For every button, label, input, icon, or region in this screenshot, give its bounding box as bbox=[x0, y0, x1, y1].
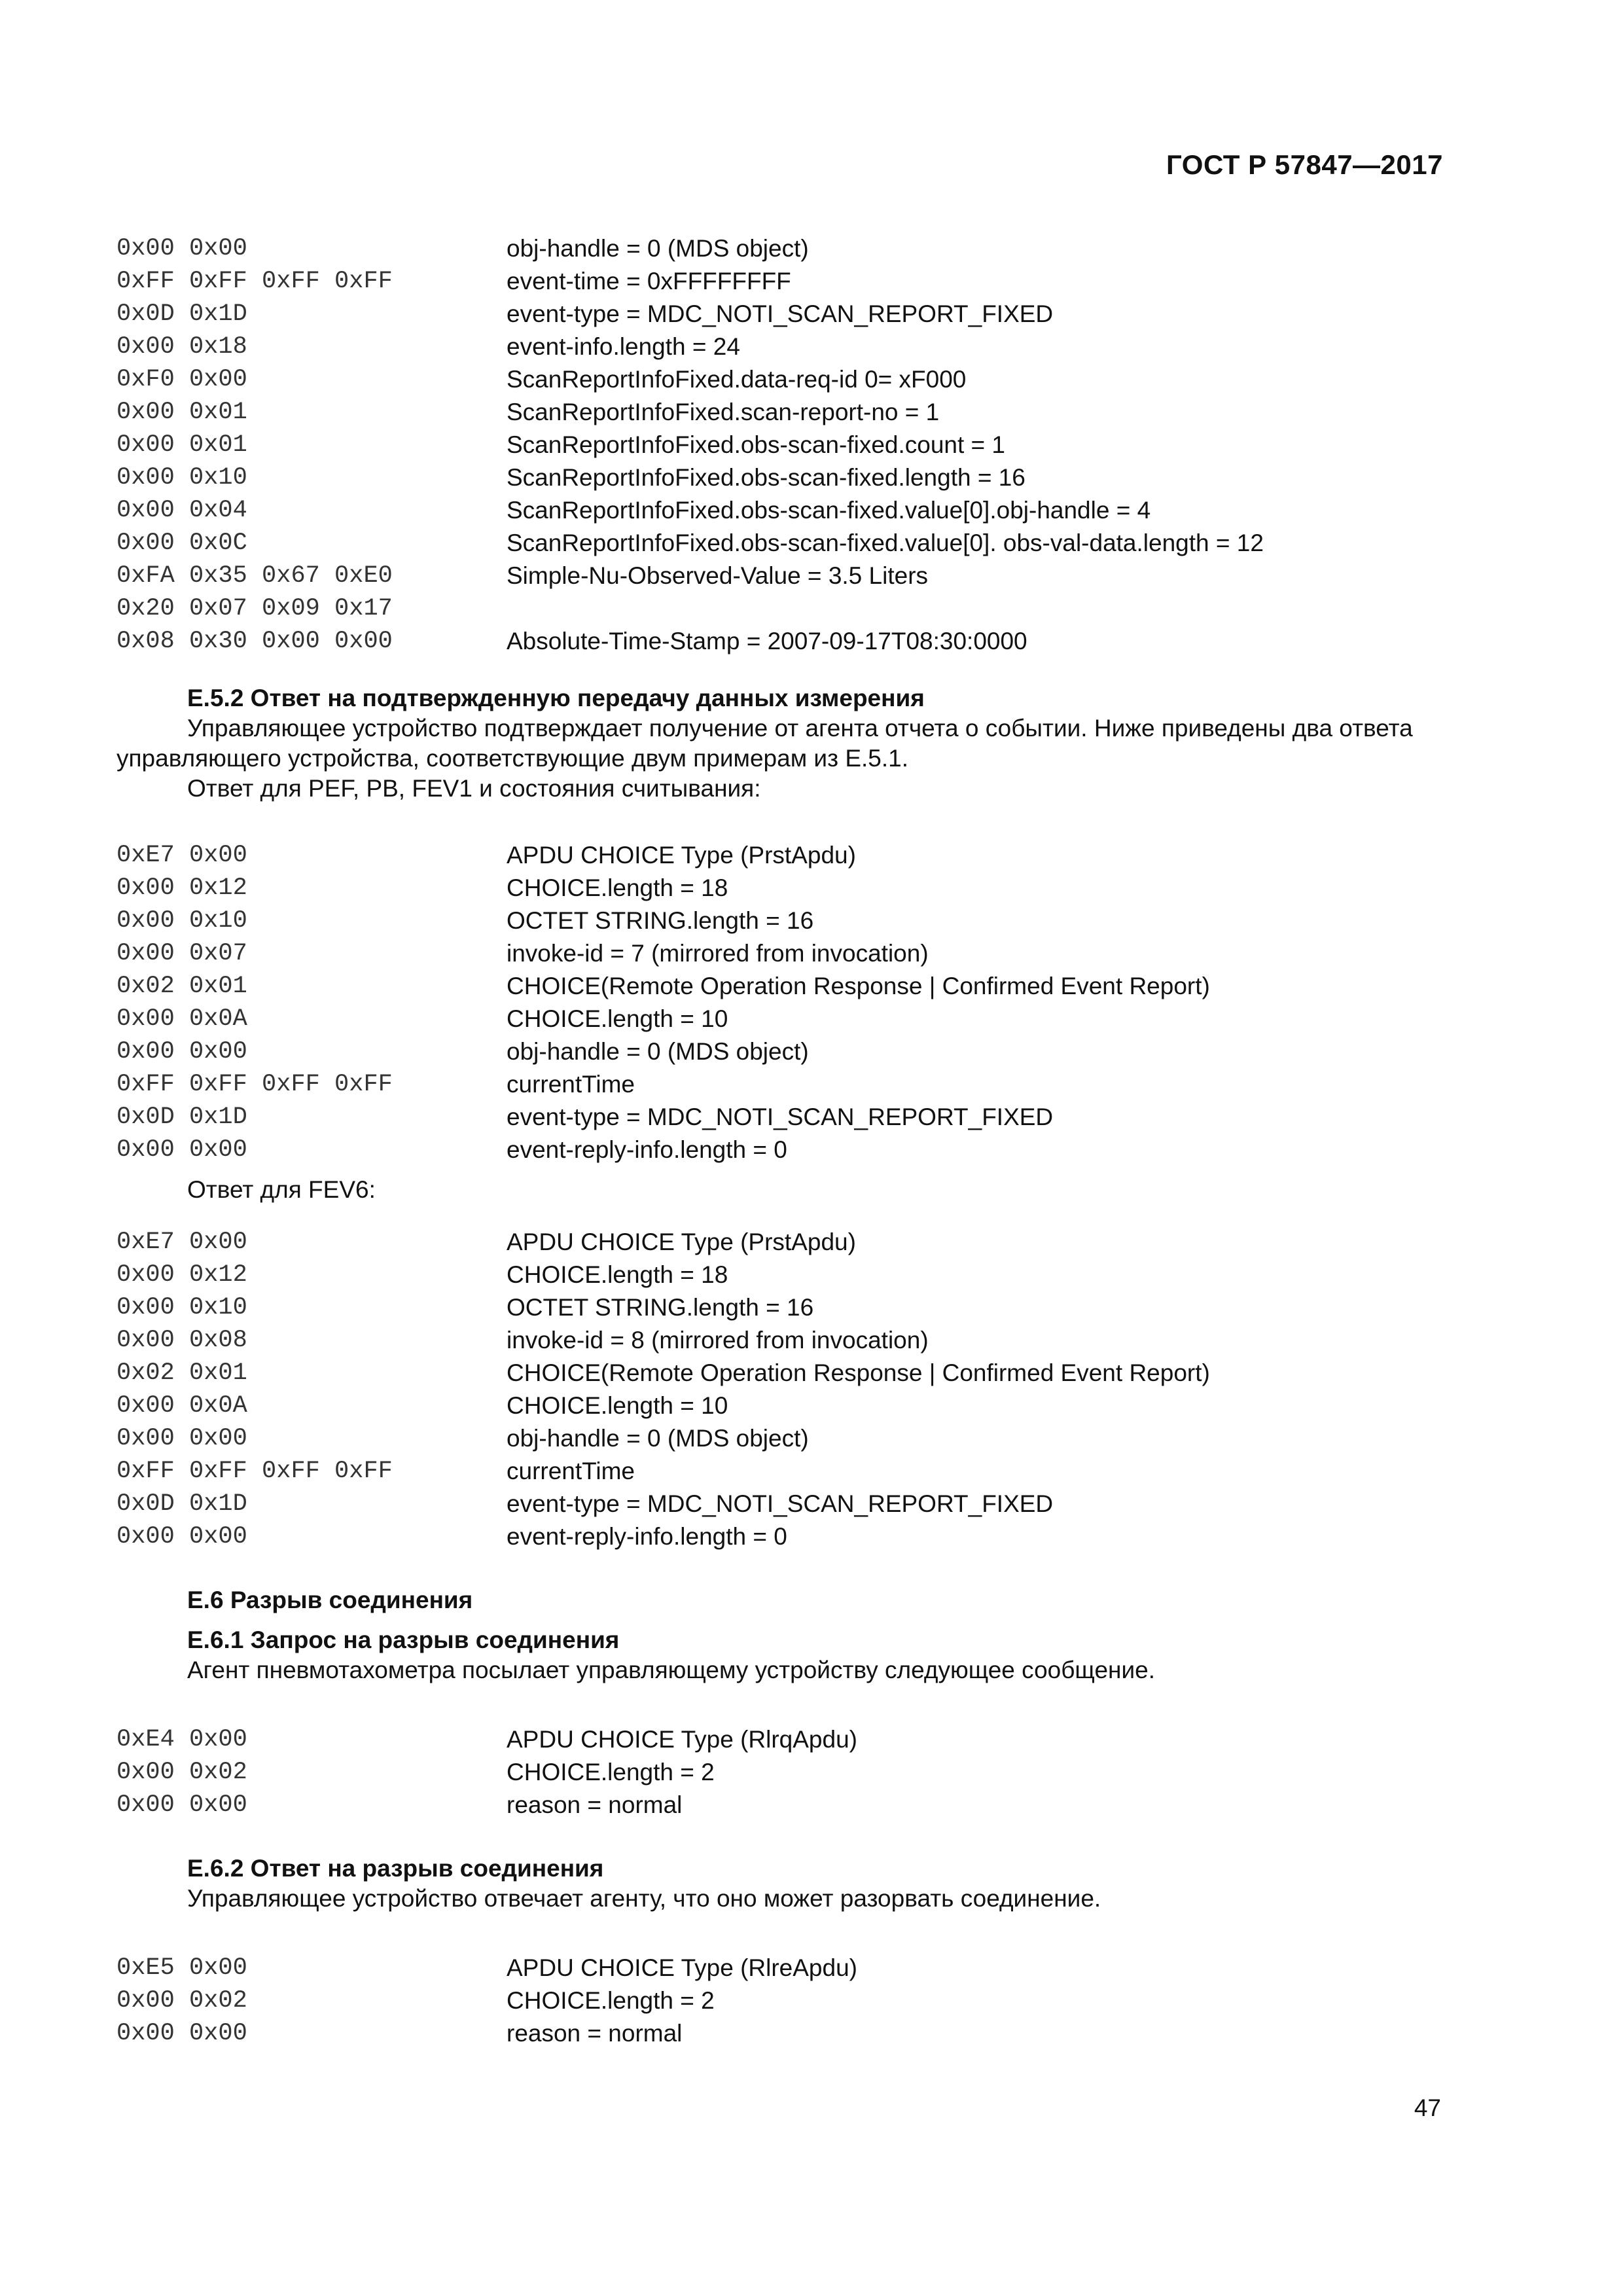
hex-bytes: 0x00 0x01 bbox=[116, 431, 247, 459]
paragraph-e52 bbox=[116, 713, 1445, 804]
paragraph-line: Управляющее устройство отвечает агенту, что оно может разорвать соединение. bbox=[187, 1885, 1101, 1912]
hex-row bbox=[116, 298, 1445, 331]
hex-row bbox=[116, 494, 1445, 527]
field-description: currentTime bbox=[507, 1071, 635, 1098]
hex-row bbox=[116, 1357, 1445, 1390]
hex-bytes: 0x00 0x12 bbox=[116, 874, 247, 902]
hex-bytes: 0x00 0x10 bbox=[116, 464, 247, 492]
hex-row bbox=[116, 527, 1445, 560]
hex-row bbox=[116, 1952, 1445, 1984]
field-description: ScanReportInfoFixed.data-req-id 0= xF000 bbox=[507, 366, 967, 393]
hex-row bbox=[116, 1520, 1445, 1553]
heading-e62: E.6.2 Ответ на разрыв соединения bbox=[187, 1855, 604, 1882]
hex-row bbox=[116, 1455, 1445, 1488]
hex-bytes: 0x0D 0x1D bbox=[116, 300, 247, 328]
hex-block-release-response bbox=[116, 1952, 1445, 2050]
hex-bytes: 0x00 0x00 bbox=[116, 1425, 247, 1452]
heading-e61: E.6.1 Запрос на разрыв соединения bbox=[187, 1626, 620, 1653]
hex-bytes: 0xF0 0x00 bbox=[116, 366, 247, 393]
field-description: ScanReportInfoFixed.obs-scan-fixed.count = 1 bbox=[507, 431, 1006, 458]
field-description: ScanReportInfoFixed.obs-scan-fixed.value[0].obj-handle = 4 bbox=[507, 497, 1151, 524]
hex-row bbox=[116, 560, 1445, 592]
hex-bytes: 0x0D 0x1D bbox=[116, 1490, 247, 1518]
hex-row bbox=[116, 265, 1445, 298]
hex-row bbox=[116, 839, 1445, 872]
hex-row bbox=[116, 970, 1445, 1003]
hex-bytes: 0x08 0x30 0x00 0x00 bbox=[116, 628, 393, 655]
hex-row bbox=[116, 592, 1445, 625]
hex-bytes: 0xE7 0x00 bbox=[116, 842, 247, 869]
hex-row bbox=[116, 1101, 1445, 1134]
field-description: CHOICE.length = 2 bbox=[507, 1759, 715, 1785]
field-description: CHOICE.length = 10 bbox=[507, 1392, 728, 1419]
hex-row bbox=[116, 1390, 1445, 1422]
field-description: APDU CHOICE Type (PrstApdu) bbox=[507, 842, 856, 869]
hex-bytes: 0x00 0x00 bbox=[116, 1038, 247, 1066]
field-description: OCTET STRING.length = 16 bbox=[507, 1294, 814, 1321]
field-description: ScanReportInfoFixed.scan-report-no = 1 bbox=[507, 399, 940, 425]
paragraph-e62 bbox=[116, 1884, 1445, 1914]
paragraph-line: управляющего устройства, соответствующие двум примерам из E.5.1. bbox=[116, 745, 909, 772]
hex-row bbox=[116, 1324, 1445, 1357]
hex-row bbox=[116, 429, 1445, 461]
hex-row bbox=[116, 1003, 1445, 1035]
field-description: obj-handle = 0 (MDS object) bbox=[507, 1425, 809, 1452]
hex-row bbox=[116, 905, 1445, 937]
hex-row bbox=[116, 2017, 1445, 2050]
hex-bytes: 0xE7 0x00 bbox=[116, 1229, 247, 1256]
hex-row bbox=[116, 1756, 1445, 1789]
hex-row bbox=[116, 1723, 1445, 1756]
hex-bytes: 0x0D 0x1D bbox=[116, 1103, 247, 1131]
field-description: ScanReportInfoFixed.obs-scan-fixed.length = 16 bbox=[507, 464, 1026, 491]
field-description: event-type = MDC_NOTI_SCAN_REPORT_FIXED bbox=[507, 300, 1054, 327]
hex-bytes: 0x00 0x08 bbox=[116, 1327, 247, 1354]
hex-bytes: 0x00 0x10 bbox=[116, 907, 247, 935]
field-description: event-time = 0xFFFFFFFF bbox=[507, 268, 791, 295]
field-description: APDU CHOICE Type (RlreApdu) bbox=[507, 1954, 857, 1981]
hex-row bbox=[116, 1068, 1445, 1101]
hex-row bbox=[116, 1291, 1445, 1324]
field-description: CHOICE.length = 10 bbox=[507, 1005, 728, 1032]
hex-row bbox=[116, 1226, 1445, 1259]
field-description: CHOICE.length = 18 bbox=[507, 874, 728, 901]
field-description: Absolute-Time-Stamp = 2007-09-17T08:30:0000 bbox=[507, 628, 1027, 655]
field-description: event-type = MDC_NOTI_SCAN_REPORT_FIXED bbox=[507, 1490, 1054, 1517]
hex-bytes: 0xFF 0xFF 0xFF 0xFF bbox=[116, 268, 393, 295]
field-description: CHOICE(Remote Operation Response | Confirmed Event Report) bbox=[507, 1359, 1210, 1386]
hex-row bbox=[116, 461, 1445, 494]
field-description: currentTime bbox=[507, 1458, 635, 1484]
hex-bytes: 0x02 0x01 bbox=[116, 973, 247, 1000]
hex-bytes: 0x00 0x00 bbox=[116, 1136, 247, 1164]
field-description: obj-handle = 0 (MDS object) bbox=[507, 235, 809, 262]
paragraph-line: Ответ для PEF, PB, FEV1 и состояния считывания: bbox=[187, 775, 761, 802]
hex-bytes: 0x00 0x00 bbox=[116, 235, 247, 262]
hex-bytes: 0x00 0x01 bbox=[116, 399, 247, 426]
field-description: CHOICE.length = 2 bbox=[507, 1987, 715, 2014]
hex-row bbox=[116, 1134, 1445, 1166]
field-description: reason = normal bbox=[507, 2020, 683, 2047]
hex-block-response-fev6 bbox=[116, 1226, 1445, 1553]
field-description: APDU CHOICE Type (RlrqApdu) bbox=[507, 1726, 857, 1753]
hex-bytes: 0xFF 0xFF 0xFF 0xFF bbox=[116, 1458, 393, 1485]
hex-row bbox=[116, 1259, 1445, 1291]
hex-block-response-pef bbox=[116, 839, 1445, 1166]
hex-bytes: 0x00 0x10 bbox=[116, 1294, 247, 1321]
hex-row bbox=[116, 232, 1445, 265]
hex-block-release-request bbox=[116, 1723, 1445, 1821]
field-description: event-type = MDC_NOTI_SCAN_REPORT_FIXED bbox=[507, 1103, 1054, 1130]
field-description: CHOICE(Remote Operation Response | Confirmed Event Report) bbox=[507, 973, 1210, 999]
paragraph-line: Управляющее устройство подтверждает получение от агента отчета о событии. Ниже приведены два ответа bbox=[187, 715, 1413, 742]
field-description: obj-handle = 0 (MDS object) bbox=[507, 1038, 809, 1065]
heading-e6: E.6 Разрыв соединения bbox=[187, 1587, 473, 1613]
fev6-label bbox=[116, 1175, 1445, 1205]
page-number: 47 bbox=[1414, 2094, 1441, 2121]
hex-row bbox=[116, 1422, 1445, 1455]
hex-row bbox=[116, 1488, 1445, 1520]
hex-bytes: 0x00 0x00 bbox=[116, 2020, 247, 2047]
hex-bytes: 0x00 0x0C bbox=[116, 529, 247, 557]
hex-row bbox=[116, 1035, 1445, 1068]
hex-bytes: 0x00 0x07 bbox=[116, 940, 247, 967]
field-description: Simple-Nu-Observed-Value = 3.5 Liters bbox=[507, 562, 929, 589]
hex-bytes: 0x02 0x01 bbox=[116, 1359, 247, 1387]
hex-row bbox=[116, 625, 1445, 658]
field-description: event-reply-info.length = 0 bbox=[507, 1523, 787, 1550]
field-description: invoke-id = 8 (mirrored from invocation) bbox=[507, 1327, 929, 1354]
hex-row bbox=[116, 1984, 1445, 2017]
paragraph-line: Ответ для FEV6: bbox=[187, 1176, 376, 1203]
field-description: event-reply-info.length = 0 bbox=[507, 1136, 787, 1163]
hex-row bbox=[116, 363, 1445, 396]
hex-bytes: 0xE4 0x00 bbox=[116, 1726, 247, 1753]
heading-e52: E.5.2 Ответ на подтвержденную передачу данных измерения bbox=[187, 685, 925, 711]
field-description: ScanReportInfoFixed.obs-scan-fixed.value[0]. obs-val-data.length = 12 bbox=[507, 529, 1264, 556]
hex-bytes: 0xE5 0x00 bbox=[116, 1954, 247, 1982]
hex-bytes: 0x00 0x12 bbox=[116, 1261, 247, 1289]
field-description: APDU CHOICE Type (PrstApdu) bbox=[507, 1229, 856, 1255]
hex-bytes: 0xFF 0xFF 0xFF 0xFF bbox=[116, 1071, 393, 1098]
hex-row bbox=[116, 1789, 1445, 1821]
hex-bytes: 0x00 0x02 bbox=[116, 1759, 247, 1786]
hex-row bbox=[116, 937, 1445, 970]
hex-bytes: 0x00 0x00 bbox=[116, 1791, 247, 1819]
field-description: CHOICE.length = 18 bbox=[507, 1261, 728, 1288]
field-description: invoke-id = 7 (mirrored from invocation) bbox=[507, 940, 929, 967]
hex-bytes: 0x00 0x04 bbox=[116, 497, 247, 524]
hex-row bbox=[116, 396, 1445, 429]
paragraph-e61 bbox=[116, 1655, 1445, 1685]
paragraph-line: Агент пневмотахометра посылает управляющему устройству следующее сообщение. bbox=[187, 1657, 1155, 1683]
field-description: OCTET STRING.length = 16 bbox=[507, 907, 814, 934]
field-description: event-info.length = 24 bbox=[507, 333, 740, 360]
hex-row bbox=[116, 872, 1445, 905]
hex-row bbox=[116, 331, 1445, 363]
hex-bytes: 0x00 0x0A bbox=[116, 1005, 247, 1033]
hex-bytes: 0x00 0x00 bbox=[116, 1523, 247, 1551]
hex-block-scan-report bbox=[116, 232, 1445, 658]
hex-bytes: 0x00 0x0A bbox=[116, 1392, 247, 1420]
hex-bytes: 0x20 0x07 0x09 0x17 bbox=[116, 595, 393, 622]
hex-bytes: 0x00 0x02 bbox=[116, 1987, 247, 2015]
hex-bytes: 0xFA 0x35 0x67 0xE0 bbox=[116, 562, 393, 590]
field-description: reason = normal bbox=[507, 1791, 683, 1818]
standard-header: ГОСТ Р 57847—2017 bbox=[1166, 149, 1443, 180]
hex-bytes: 0x00 0x18 bbox=[116, 333, 247, 361]
